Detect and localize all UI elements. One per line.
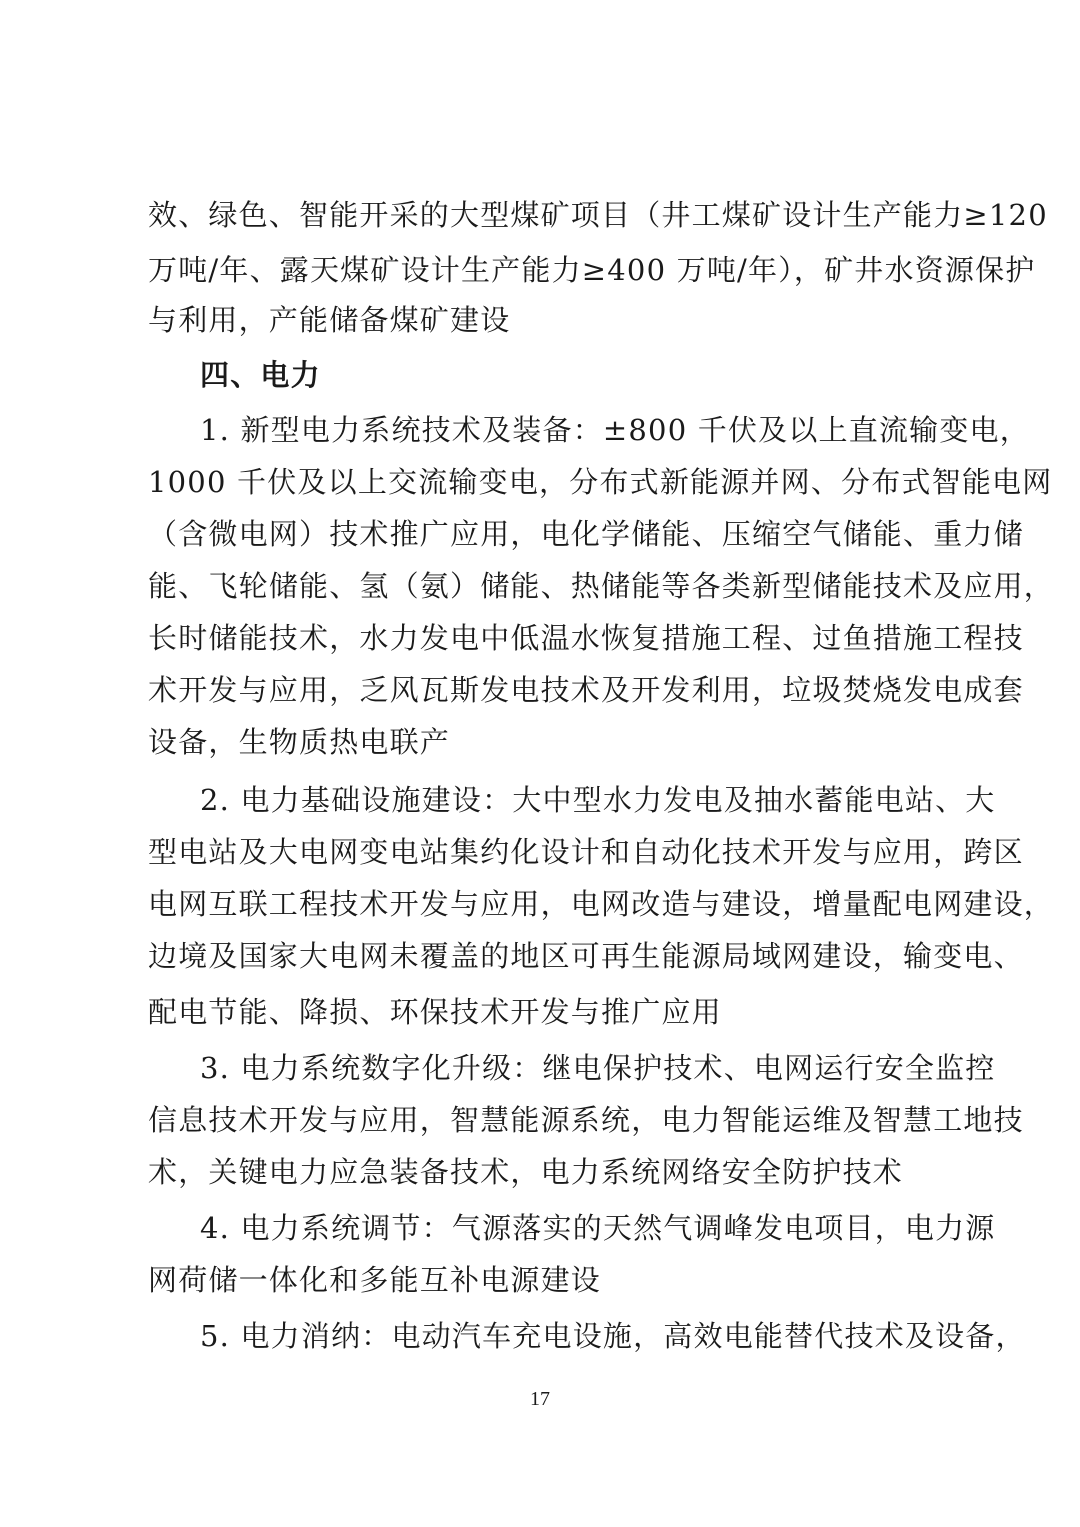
body-line: 电网互联工程技术开发与应用，电网改造与建设，增量配电网建设， [148,887,1055,921]
body-line: 与利用，产能储备煤矿建设 [148,303,511,337]
body-line: 边境及国家大电网未覆盖的地区可再生能源局域网建设，输变电、 [148,939,1024,973]
body-line: 能、飞轮储能、氢（氨）储能、热储能等各类新型储能技术及应用， [148,569,1055,603]
body-line: 长时储能技术，水力发电中低温水恢复措施工程、过鱼措施工程技 [148,621,1024,655]
body-line: 信息技术开发与应用，智慧能源系统，电力智能运维及智慧工地技 [148,1103,1024,1137]
section-heading: 四、电力 [200,358,321,392]
body-line: 术，关键电力应急装备技术，电力系统网络安全防护技术 [148,1155,904,1189]
body-line: 型电站及大电网变电站集约化设计和自动化技术开发与应用，跨区 [148,835,1024,869]
body-line: 5. 电力消纳：电动汽车充电设施，高效电能替代技术及设备， [200,1319,1026,1353]
body-line: 配电节能、降损、环保技术开发与推广应用 [148,995,722,1029]
body-line: 效、绿色、智能开采的大型煤矿项目（井工煤矿设计生产能力≥120 [148,198,1048,232]
body-line: 4. 电力系统调节：气源落实的天然气调峰发电项目，电力源 [200,1211,996,1245]
body-line: 术开发与应用，乏风瓦斯发电技术及开发利用，垃圾焚烧发电成套 [148,673,1024,707]
body-line: 设备，生物质热电联产 [148,725,451,759]
body-line: 万吨/年、露天煤矿设计生产能力≥400 万吨/年），矿井水资源保护 [148,253,1036,287]
body-line: 1. 新型电力系统技术及装备：±800 千伏及以上直流输变电， [200,413,1030,447]
body-line: 3. 电力系统数字化升级：继电保护技术、电网运行安全监控 [200,1051,996,1085]
body-line: 网荷储一体化和多能互补电源建设 [148,1263,602,1297]
page-number: 17 [530,1388,550,1410]
body-line: （含微电网）技术推广应用，电化学储能、压缩空气储能、重力储 [148,517,1024,551]
body-line: 1000 千伏及以上交流输变电，分布式新能源并网、分布式智能电网 [148,465,1053,499]
body-line: 2. 电力基础设施建设：大中型水力发电及抽水蓄能电站、大 [200,783,996,817]
